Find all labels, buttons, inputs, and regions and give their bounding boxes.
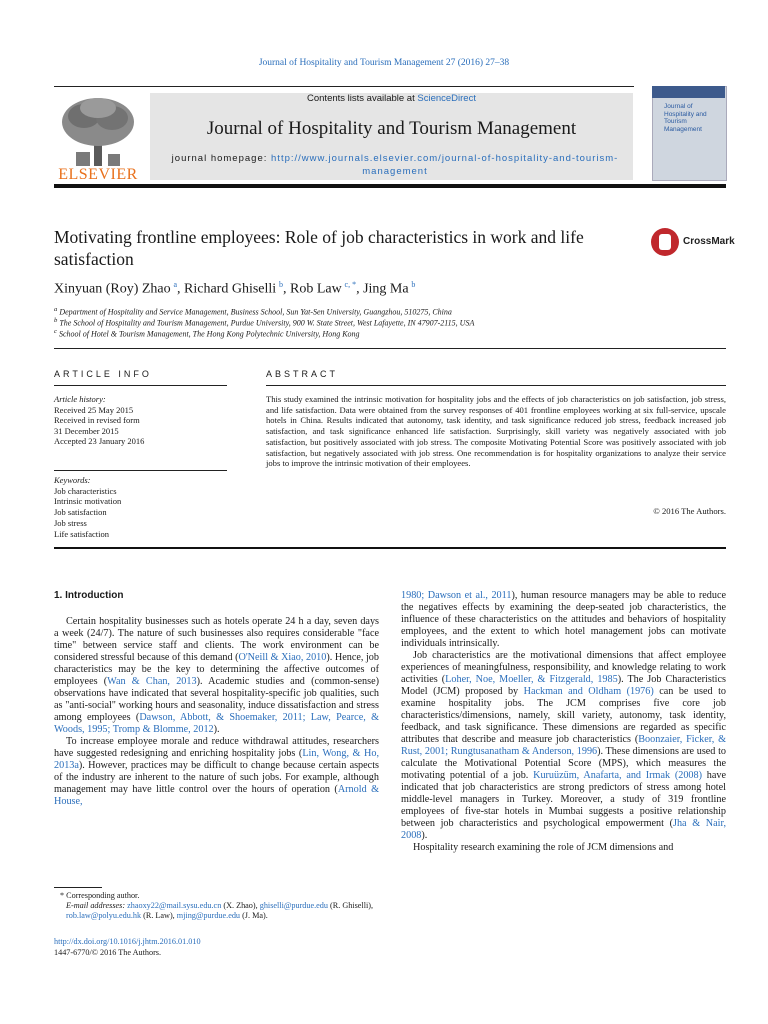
footnote-divider: [54, 887, 102, 888]
keyword: Intrinsic motivation: [54, 496, 122, 507]
article-title: Motivating frontline employees: Role of job characteristics in work and life satisfaction: [54, 227, 584, 269]
paragraph-text: ). However, practices may be difficult to change because certain aspects of the industry are inherent to the nature of such jobs. For example, although management may have little control over the hours of operation (: [54, 760, 379, 795]
citation-link[interactable]: Hackman and Oldham (1976): [523, 686, 654, 697]
author-affiliation-mark[interactable]: a: [173, 280, 178, 289]
author-name: Xinyuan (Roy) Zhao: [54, 281, 171, 297]
affiliation: [54, 327, 360, 340]
section-divider: [54, 348, 726, 349]
affiliation-text: School of Hotel & Tourism Management, The Hong Kong Polytechnic University, Hong Kong: [58, 329, 360, 339]
paragraph: [54, 616, 379, 736]
citation-link[interactable]: Arnold & House,: [54, 784, 379, 807]
abstract-text: This study examined the intrinsic motivation for hospitality jobs and the effects of job characteristics on job satisfaction, job stress, and life satisfaction. Data were obtained from the survey responses of 401 frontline employees working at six full-service, upscale hotels in China. Results indicated that autonomy, task identity, and task significance reduced job stress, feedback increased job satisfaction, and task significance enhanced life satisfaction. Surprisingly, skill variety was negatively associated with job satisfaction, but positively associated with job stress. The composite Motivating Potential Score was positively associated with job satisfaction, but negatively associated with job stress. One recommendation is for hospitality organizations to analyze their service jobs to improve the intrinsic motivation of their employees.: [266, 394, 726, 469]
abstract-divider: [266, 385, 726, 386]
paragraph-text: ).: [213, 724, 220, 735]
paragraph-text: Hospitality research examining the role of JCM dimensions and: [413, 842, 674, 853]
email-link[interactable]: rob.law@polyu.edu.hk: [66, 911, 142, 921]
abstract-heading: ABSTRACT: [266, 369, 339, 379]
email-link[interactable]: zhaoxy22@mail.sysu.edu.cn: [127, 901, 222, 911]
author-affiliation-mark[interactable]: b: [411, 280, 416, 289]
history-entry: Received in revised form: [54, 415, 140, 425]
section-thick-divider: [54, 547, 726, 549]
affiliation-mark: a: [54, 306, 58, 313]
sciencedirect-link[interactable]: ScienceDirect: [417, 93, 476, 104]
homepage-label: journal homepage:: [171, 153, 272, 164]
history-label: Article history:: [54, 394, 106, 404]
crossmark-label[interactable]: CrossMark: [683, 236, 735, 247]
paragraph-text: ). The Job Characteristics Model (JCM) proposed by: [401, 674, 726, 697]
contents-availability: [150, 93, 633, 104]
abstract-copyright: © 2016 The Authors.: [653, 506, 726, 516]
paragraph: [401, 590, 726, 650]
journal-homepage: [160, 152, 630, 178]
header-divider: [54, 86, 634, 87]
journal-title: Journal of Hospitality and Tourism Management: [206, 118, 577, 139]
corresponding-author-note: * Corresponding author.: [60, 891, 140, 900]
citation-link[interactable]: O'Neill & Xiao, 2010: [238, 652, 327, 663]
email-owner: (R. Ghiselli),: [328, 901, 374, 911]
keywords-divider: [54, 470, 227, 471]
keywords-label: Keywords:: [54, 475, 91, 485]
keyword: Job stress: [54, 517, 87, 528]
affiliation-mark: c: [54, 328, 57, 335]
citation-link[interactable]: Boonzaier, Ficker, & Rust, 2001; Rungtusanatham & Anderson, 1996: [401, 734, 726, 757]
doi-link[interactable]: http://dx.doi.org/10.1016/j.jhtm.2016.01.010: [54, 937, 201, 946]
affiliation-text: Department of Hospitality and Service Management, Business School, Sun Yat-Sen University, Guangzhou, 510275, China: [59, 307, 452, 317]
paragraph-text: ). Academic studies and (common-sense) observations have indicated that several hospitality-specific job qualities, such as "anti-social" working hours and seasonality, induce dissatisfaction and stress among employees (: [54, 676, 379, 723]
header-thick-divider: [54, 184, 726, 188]
paragraph-text: ).: [421, 830, 428, 841]
article-history: [54, 394, 229, 447]
keyword: Job satisfaction: [54, 507, 107, 518]
paragraph-text: Job characteristics are the motivational dimensions that affect employee experiences of meaningfulness, responsibility, and knowledge relating to work activities (: [401, 650, 726, 685]
doi-block: [54, 937, 201, 958]
email-addresses: [54, 901, 380, 921]
contents-prefix: Contents lists available at: [307, 93, 418, 104]
keyword: Life satisfaction: [54, 528, 109, 539]
cover-band: [652, 86, 725, 98]
citation-link[interactable]: 1980; Dawson et al., 2011: [401, 590, 512, 601]
affiliation-text: The School of Hospitality and Tourism Management, Purdue University, 900 W. State Street, West Lafayette, IN 47907-2115, USA: [59, 318, 475, 328]
paragraph-text: To increase employee morale and reduce withdrawal attitudes, researchers have suggested redesigning and enriching hospitality jobs (: [54, 736, 379, 759]
author-affiliation-mark[interactable]: b: [279, 280, 283, 289]
citation-link[interactable]: Wan & Chan, 2013: [107, 676, 197, 687]
email-link[interactable]: mjing@purdue.edu: [176, 911, 241, 921]
email-owner: (R. Law),: [141, 911, 177, 921]
citation-link[interactable]: Jha & Nair, 2008: [401, 818, 726, 841]
paragraph-text: ), human resource managers may be able to reduce the negatives effects by examining the deep-seated job characteristics, the influence of these characteristics on the attitudes and behaviors of hospitality employees, and the extent to which hotel management jobs can motivate individuals intrinsically.: [401, 590, 726, 649]
citation-link[interactable]: Lin, Wong, & Ho, 2013a: [54, 748, 379, 771]
publisher-wordmark[interactable]: ELSEVIER: [58, 166, 138, 183]
paragraph-text: have indicated that job characteristics are strong predictors of stress among hotel middle-level managers in Turkey. Moreover, a study of 319 frontline employees of five-star hotels in Mumbai suggests a positive relationship between job characteristics and psychological empowerment (: [401, 770, 726, 829]
email-owner: (X. Zhao),: [221, 901, 260, 911]
author-list: Xinyuan (Roy) Zhao $^a$, Richard Ghiselli $^b$, Rob Law $^{c, *}$, Jing Ma $^b$: [54, 280, 416, 297]
body-column-left: [54, 590, 379, 808]
citation-link[interactable]: Kuruüzüm, Anafarta, and Irmak (2008): [533, 770, 703, 781]
email-label: E-mail addresses:: [66, 901, 128, 911]
article-info-divider: [54, 385, 227, 386]
journal-cover-thumbnail[interactable]: [652, 86, 727, 181]
crossmark-bookmark-icon: [659, 234, 671, 250]
paragraph-text: ). These dimensions are used to calculate the Motivational Potential Score (MPS), which measures the motivating potential of a job.: [401, 746, 726, 781]
affiliation-mark: b: [54, 317, 58, 324]
email-link[interactable]: ghiselli@purdue.edu: [259, 901, 328, 911]
history-entry: 31 December 2015: [54, 425, 119, 436]
article-info-heading: ARTICLE INFO: [54, 369, 152, 379]
body-column-right: [401, 590, 726, 854]
paragraph-text: can be used to examine hospitality jobs. The JCM comprises five core job characteristics/dimensions, namely, skill variety, autonomy, task identity, feedback, and task significance. These dimensions are regarded as specific attributes that describe and measure job characteristics (: [401, 686, 726, 745]
citation-link[interactable]: Loher, Noe, Moeller, & Fitzgerald, 1985: [445, 674, 618, 685]
email-owner: (J. Ma).: [240, 911, 268, 921]
paragraph-text: ). Hence, job characteristics may be the key to determining the affective outcomes of employees (: [54, 652, 379, 687]
paragraph-text: Certain hospitality businesses such as hotels operate 24 h a day, seven days a week (24/7). The nature of such businesses also requires considerable "face time" between service staff and clients. The work environment can be considered stressful because of this demand (: [54, 616, 379, 663]
author-name: Rob Law: [290, 281, 342, 297]
section-title: 1. Introduction: [54, 590, 124, 601]
history-entry: Received 25 May 2015: [54, 404, 134, 415]
paragraph: [54, 736, 379, 808]
keyword: Job characteristics: [54, 485, 117, 496]
keywords: [54, 475, 229, 539]
cover-title: Journal of Hospitality and Tourism Management: [664, 103, 707, 133]
journal-reference[interactable]: Journal of Hospitality and Tourism Management 27 (2016) 27–38: [258, 58, 510, 68]
citation-link[interactable]: Dawson, Abbott, & Shoemaker, 2011; Law, Pearce, & Woods, 1995; Tromp & Blomme, 2012: [54, 712, 380, 735]
author-affiliation-mark[interactable]: c, *: [344, 280, 357, 289]
issn-line: 1447-6770/© 2016 The Authors.: [54, 947, 162, 957]
homepage-link[interactable]: http://www.journals.elsevier.com/journal-of-hospitality-and-tourism-management: [271, 153, 619, 177]
history-entry: Accepted 23 January 2016: [54, 436, 145, 446]
paragraph: [401, 650, 726, 842]
paragraph: [401, 842, 726, 854]
author-name: Richard Ghiselli: [184, 281, 277, 297]
footnote: [54, 891, 380, 922]
author-name: Jing Ma: [363, 281, 409, 297]
